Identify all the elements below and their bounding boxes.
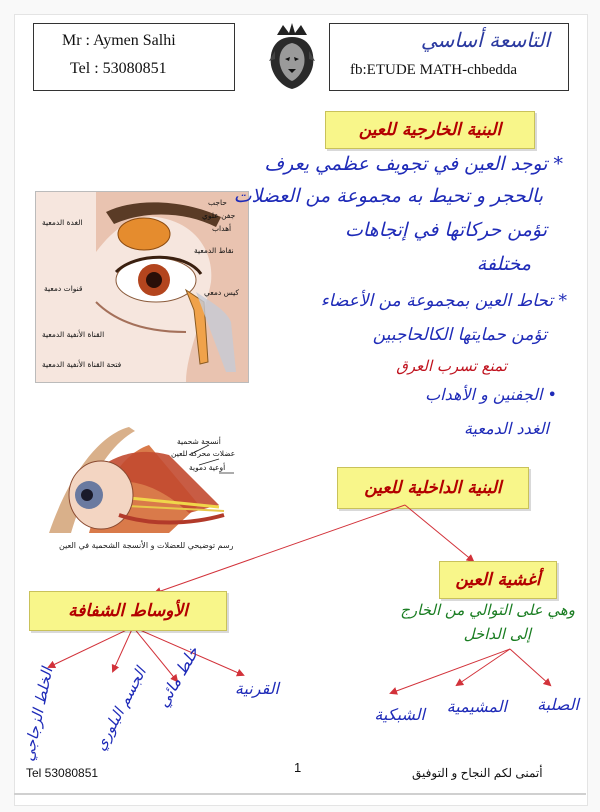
note-orbit-3: تؤمن حركاتها في إتجاهات <box>345 219 547 241</box>
tunics-title: أغشية العين <box>439 561 557 599</box>
label-nasolacrimal-duct: القناة الأنفية الدمعية <box>42 330 105 339</box>
label-lacrimal-sac: كيس دمعي <box>204 288 240 297</box>
note-orbit-4: مختلفة <box>476 253 531 275</box>
page-divider <box>14 793 586 795</box>
transparent-media-title: الأوساط الشفافة <box>29 591 227 631</box>
label-lacrimal-ducts: قنوات دمعية <box>44 284 83 293</box>
footer-wish: أتمنى لكم النجاح و التوفيق <box>412 766 543 780</box>
tunics-note-1: وهي على التوالي من الخارج <box>400 601 575 619</box>
tunic-retina: الشبكية <box>374 705 425 724</box>
label-lacrimal-gland: الغدة الدمعية <box>42 218 83 227</box>
label-lacrimal-points: نقاط الدمعية <box>194 246 234 255</box>
worksheet <box>14 14 588 806</box>
note-orbit-1: * توجد العين في تجويف عظمي يعرف <box>264 153 563 175</box>
label-eyebrow: حاجب <box>208 198 227 207</box>
note-glands: الغدد الدمعية <box>463 419 549 438</box>
media-lens: الجسم البلوري <box>91 664 150 754</box>
note-orbit-2: بالحجر و تحيط به مجموعة من العضلات <box>233 185 543 207</box>
media-vitreous: الخلط الزجاجي <box>19 666 57 763</box>
internal-structure-title: البنية الداخلية للعين <box>337 467 529 509</box>
label-upper-eyelid: جفن علوي <box>202 211 236 220</box>
note-protection-1: * تحاط العين بمجموعة من الأعضاء <box>320 291 567 311</box>
label-eye-muscles: عضلات محركة للعين <box>171 449 236 458</box>
note-protection-2: تؤمن حمايتها الكالحاجبين <box>372 325 547 345</box>
tunic-sclera: الصلبة <box>537 695 579 714</box>
note-sweat: تمنع تسرب العرق <box>396 357 507 375</box>
label-nasolacrimal-opening: فتحة القناة الأنفية الدمعية <box>42 360 122 369</box>
media-cornea: القرنية <box>234 679 279 698</box>
label-fat-tissue: أنسجة شحمية <box>177 437 221 446</box>
footer-tel: Tel 53080851 <box>26 766 99 780</box>
external-structure-title: البنية الخارجية للعين <box>325 111 535 149</box>
teacher-name: Mr : Aymen Salhi <box>62 32 176 49</box>
teacher-tel: Tel : 53080851 <box>70 60 167 77</box>
facebook-page: fb:ETUDE MATH-chbedda <box>350 62 518 78</box>
page-number: 1 <box>294 760 302 775</box>
label-eyelashes: أهداب <box>212 224 232 233</box>
tunics-note-2: إلى الداخل <box>463 625 531 643</box>
tunic-choroid: المشيمية <box>446 697 507 716</box>
figure2-caption: رسم توضيحي للعضلات و الأنسجة الشحمية في العين <box>59 541 234 550</box>
media-aqueous: خلط مائي <box>153 643 203 711</box>
concept-map-arrows <box>15 15 587 805</box>
level-title: التاسعة أساسي <box>420 28 550 52</box>
note-eyelids: • الجفنين و الأهداب <box>425 385 557 404</box>
label-blood-vessels: أوعية دموية <box>189 463 226 472</box>
